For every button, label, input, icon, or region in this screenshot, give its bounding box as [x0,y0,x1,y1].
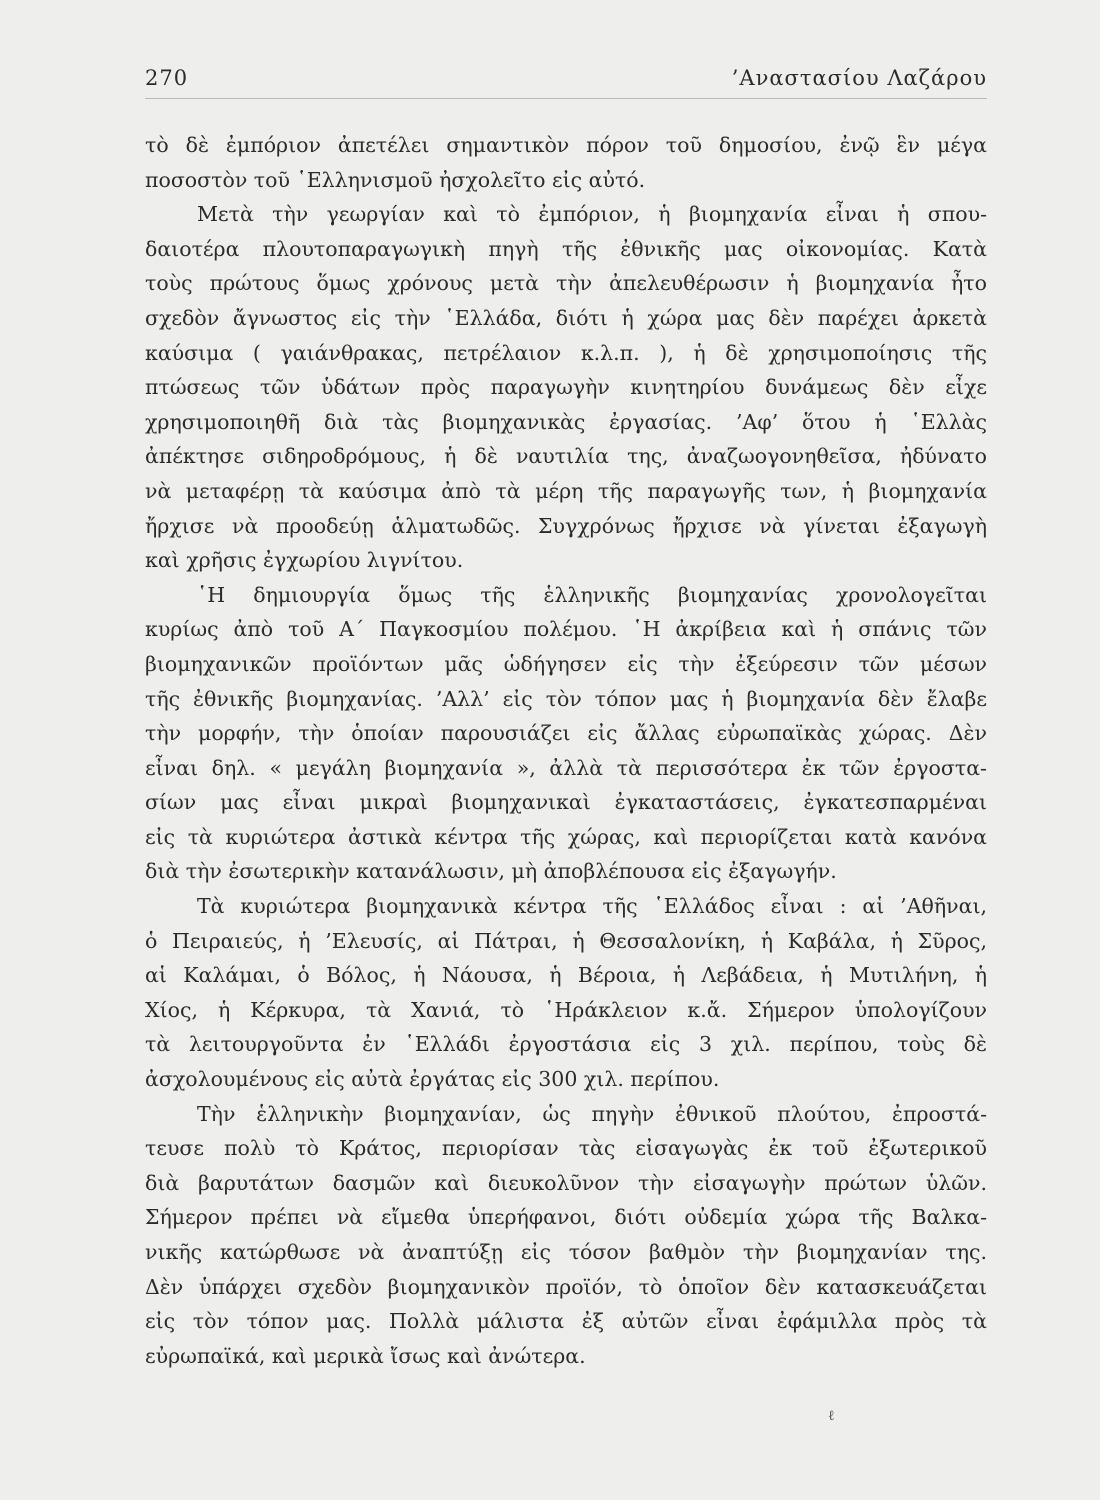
text-line: νικῆς κατώρθωσε νὰ ἀναπτύξῃ εἰς τόσον βαθμὸν τὴν βιομηχανίαν της. [145,1240,987,1264]
page-header [145,64,987,99]
text-line: ὁ Πειραιεύς, ἡ ’Ελευσίς, αἱ Πάτραι, ἡ Θεσσαλονίκη, ἡ Καβάλα, ἡ Σῦρος, [145,928,987,953]
text-line: σχεδὸν ἄγνωστος εἰς τὴν ῾Ελλάδα, διότι ἡ χώρα μας δὲν παρέχει ἀρκετὰ [145,305,987,330]
text-line: Μετὰ τὴν γεωργίαν καὶ τὸ ἐμπόριον, ἡ βιομηχανία εἶναι ἡ σπου- [197,202,987,227]
text-line: εἰς τὸν τόπον μας. Πολλὰ μάλιστα ἐξ αὐτῶν εἶναι ἐφάμιλλα πρὸς τὰ [145,1309,987,1334]
text-line: Τὰ κυριώτερα βιομηχανικὰ κέντρα τῆς ῾Ελλάδος εἶναι : αἱ ’Αθῆναι, [197,894,987,919]
text-line: αἱ Καλάμαι, ὁ Βόλος, ἡ Νάουσα, ἡ Βέροια, ἡ Λεβάδεια, ἡ Μυτιλήνη, ἡ [145,963,987,988]
text-line: καύσιμα ( γαιάνθρακας, πετρέλαιον κ.λ.π. ), ἡ δὲ χρησιμοποίησις τῆς [145,340,987,365]
text-line: εἰς τὰ κυριώτερα ἀστικὰ κέντρα τῆς χώρας, καὶ περιορίζεται κατὰ κανόνα [145,824,987,849]
text-line: νὰ μεταφέρῃ τὰ καύσιμα ἀπὸ τὰ μέρη τῆς παραγωγῆς των, ἡ βιομηχανία [145,478,987,503]
text-line: τὸ δὲ ἐμπόριον ἀπετέλει σημαντικὸν πόρον τοῦ δημοσίου, ἐνῷ ἓν μέγα [145,133,987,157]
text-line: καὶ χρῆσις ἐγχωρίου λιγνίτου. [145,548,464,573]
text-line: σίων μας εἶναι μικραὶ βιομηχανικαὶ ἐγκαταστάσεις, ἐγκατεσπαρμέναι [145,790,987,815]
text-line: ποσοστὸν τοῦ ῾Ελληνισμοῦ ἠσχολεῖτο εἰς αὐτό. [145,167,646,192]
page-number: 270 [145,66,189,90]
body-text [145,128,987,1373]
text-line: εὐρωπαϊκά, καὶ μερικὰ ἴσως καὶ ἀνώτερα. [145,1343,586,1368]
text-line: Δὲν ὑπάρχει σχεδὸν βιομηχανικὸν προϊόν, τὸ ὁποῖον δὲν κατασκευάζεται [145,1274,987,1299]
text-line: κυρίως ἀπὸ τοῦ Α΄ Παγκοσμίου πολέμου. ῾Η ἀκρίβεια καὶ ἡ σπάνις τῶν [145,617,987,642]
text-line: ἀπέκτησε σιδηροδρόμους, ἡ δὲ ναυτιλία της, ἀναζωογονηθεῖσα, ἠδύνατο [145,444,987,469]
text-line: χρησιμοποιηθῆ διὰ τὰς βιομηχανικὰς ἐργασίας. ’Αφ’ ὅτου ἡ ῾Ελλὰς [145,409,987,434]
text-line: ἀσχολουμένους εἰς αὐτὰ ἐργάτας εἰς 300 χιλ. περίπου. [145,1067,720,1092]
text-line: τευσε πολὺ τὸ Κράτος, περιορίσαν τὰς εἰσαγωγὰς ἐκ τοῦ ἐξωτερικοῦ [145,1136,987,1161]
text-line: ῾Η δημιουργία ὅμως τῆς ἑλληνικῆς βιομηχανίας χρονολογεῖται [197,582,987,607]
text-line: τοὺς πρώτους ὅμως χρόνους μετὰ τὴν ἀπελευθέρωσιν ἡ βιομηχανία ἦτο [145,271,987,296]
text-line: διὰ τὴν ἐσωτερικὴν κατανάλωσιν, μὴ ἀποβλέπουσα εἰς ἐξαγωγήν. [145,859,837,884]
text-line: δαιοτέρα πλουτοπαραγωγικὴ πηγὴ τῆς ἐθνικῆς μας οἰκονομίας. Κατὰ [145,236,987,261]
text-line: ἤρχισε νὰ προοδεύῃ ἁλματωδῶς. Συγχρόνως ἤρχισε νὰ γίνεται ἐξαγωγὴ [145,513,987,538]
text-line: τὰ λειτουργοῦντα ἐν ῾Ελλάδι ἐργοστάσια εἰς 3 χιλ. περίπου, τοὺς δὲ [145,1032,987,1057]
text-line: εἶναι δηλ. « μεγάλη βιομηχανία », ἀλλὰ τὰ περισσότερα ἐκ τῶν ἐργοστα- [145,755,987,780]
text-line: διὰ βαρυτάτων δασμῶν καὶ διευκολῦνον τὴν εἰσαγωγὴν πρώτων ὑλῶν. [145,1170,987,1195]
stray-ink-mark: ℓ [828,1408,835,1424]
text-line: βιομηχανικῶν προϊόντων μᾶς ὡδήγησεν εἰς τὴν ἐξεύρεσιν τῶν μέσων [145,651,987,676]
running-head: ’Αναστασίου Λαζάρου [731,66,987,90]
text-line: Χίος, ἡ Κέρκυρα, τὰ Χανιά, τὸ ῾Ηράκλειον κ.ἄ. Σήμερον ὑπολογίζουν [145,997,987,1022]
text-line: Σήμερον πρέπει νὰ εἴμεθα ὑπερήφανοι, διότι οὐδεμία χώρα τῆς Βαλκα- [145,1205,987,1230]
text-line: πτώσεως τῶν ὑδάτων πρὸς παραγωγὴν κινητηρίου δυνάμεως δὲν εἶχε [145,375,987,400]
text-line: τὴν μορφήν, τὴν ὁποίαν παρουσιάζει εἰς ἄλλας εὐρωπαϊκὰς χώρας. Δὲν [145,721,987,746]
text-line: τῆς ἐθνικῆς βιομηχανίας. ’Αλλ’ εἰς τὸν τόπον μας ἡ βιομηχανία δὲν ἔλαβε [145,686,987,711]
text-line: Τὴν ἑλληνικὴν βιομηχανίαν, ὡς πηγὴν ἐθνικοῦ πλούτου, ἐπροστά- [197,1101,987,1126]
